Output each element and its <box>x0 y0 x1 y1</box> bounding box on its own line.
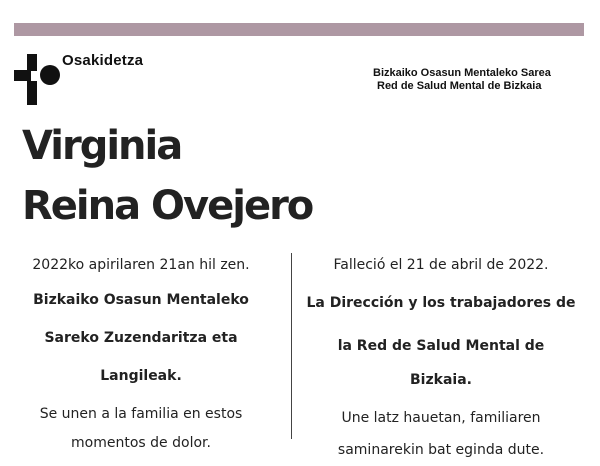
spanish-column <box>306 254 576 466</box>
column-divider <box>291 253 292 439</box>
network-name-basque: Bizkaiko Osasun Mentaleko Sarea <box>373 67 551 79</box>
osakidetza-cross-icon <box>14 54 62 106</box>
basque-from-line-1: Bizkaiko Osasun Mentaleko <box>33 292 249 308</box>
network-name <box>373 67 551 93</box>
spanish-message-line-2: saminarekin bat eginda dute. <box>337 442 545 458</box>
basque-from-line-2: Sareko Zuzendaritza eta <box>44 330 238 346</box>
deceased-first-name: Virginia <box>22 123 182 169</box>
basque-message-line-1: Se unen a la familia en estos <box>39 406 243 422</box>
brand-name: Osakidetza <box>62 52 144 69</box>
basque-column <box>6 254 276 458</box>
top-color-bar <box>14 23 584 36</box>
osakidetza-logo <box>14 52 164 112</box>
spanish-date-line: Falleció el 21 de abril de 2022. <box>333 257 549 273</box>
spanish-message-line-1: Une latz hauetan, familiaren <box>341 410 541 426</box>
network-name-spanish: Red de Salud Mental de Bizkaia <box>377 80 542 92</box>
spanish-from-line-2: la Red de Salud Mental de Bizkaia. <box>337 338 545 388</box>
basque-message-line-2: momentos de dolor. <box>71 435 211 451</box>
deceased-surname: Reina Ovejero <box>22 183 313 229</box>
basque-from-line-3: Langileak. <box>100 368 182 384</box>
basque-date-line: 2022ko apirilaren 21an hil zen. <box>32 257 250 273</box>
spanish-from-line-1: La Dirección y los trabajadores de <box>306 295 576 311</box>
